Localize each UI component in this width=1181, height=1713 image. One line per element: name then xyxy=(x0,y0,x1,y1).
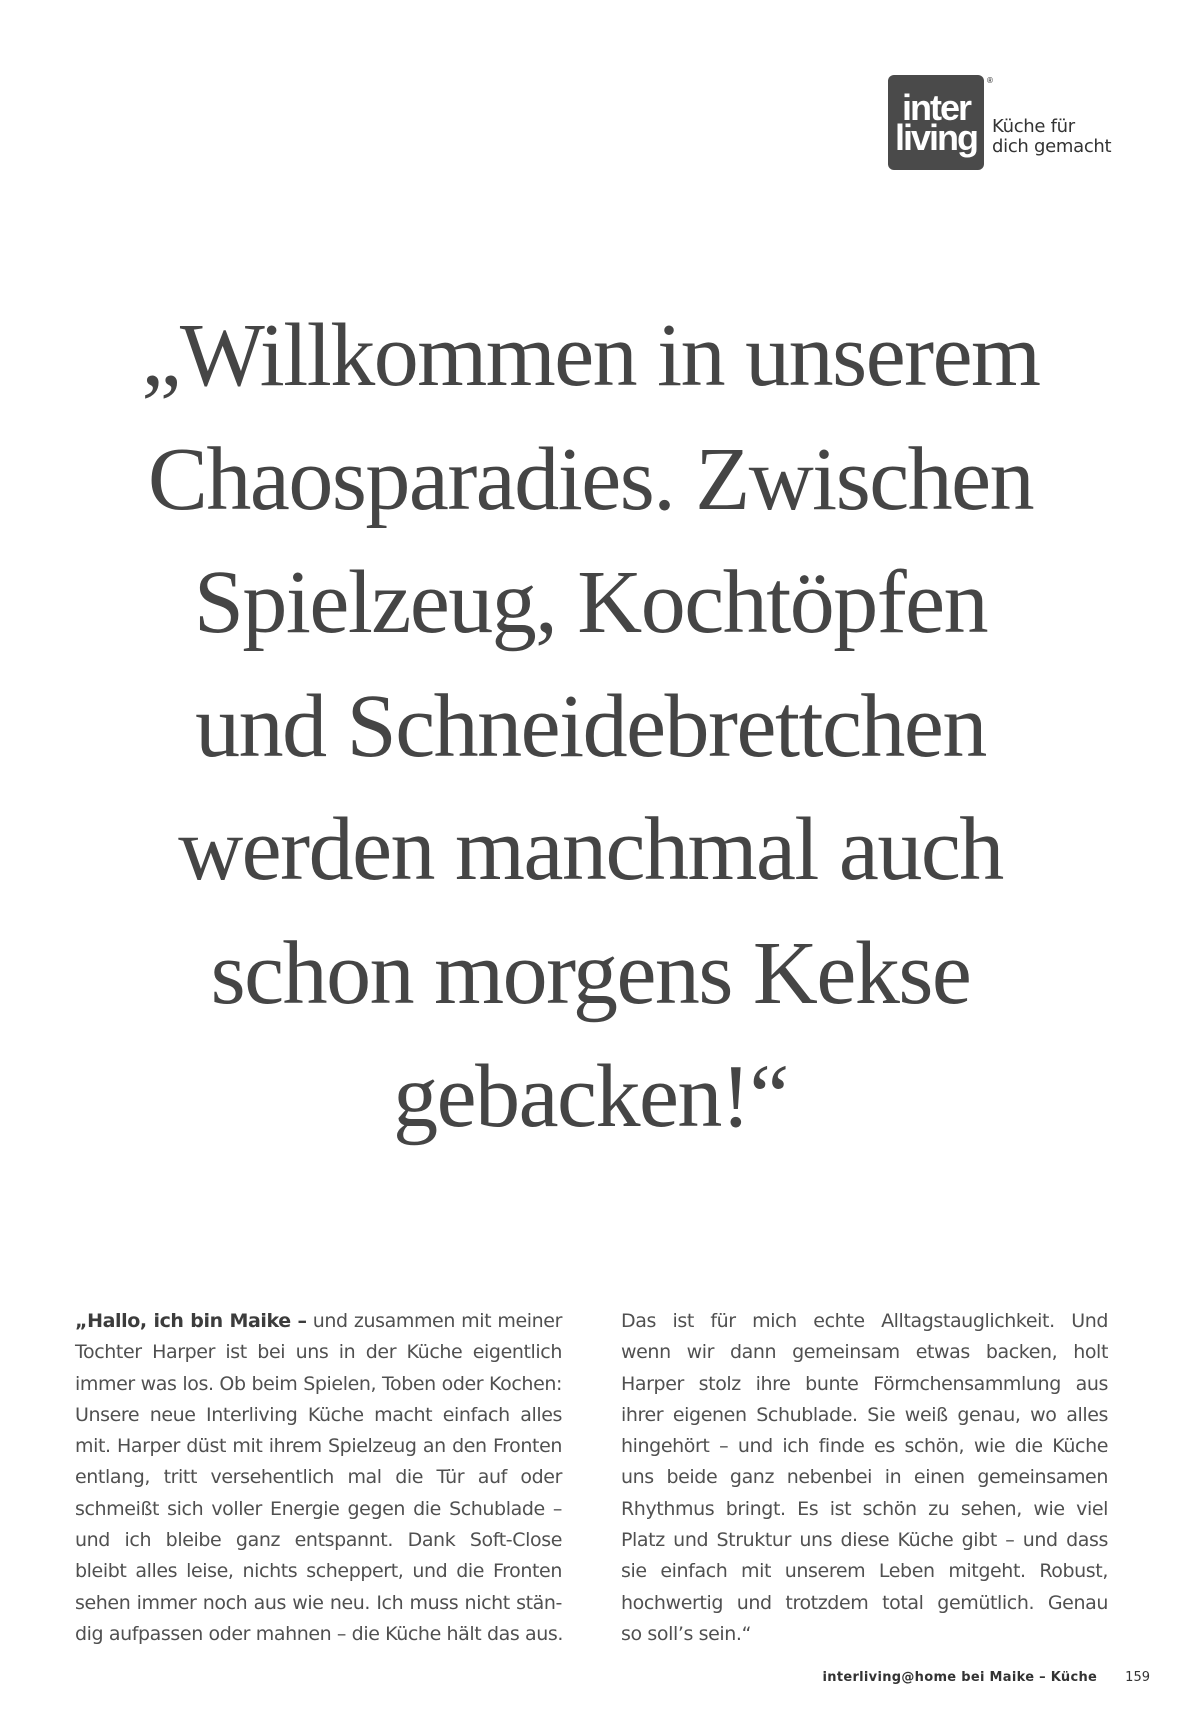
body-line: Tochter Harper ist bei uns in der Küche eigentlich xyxy=(75,1341,562,1364)
quote-line: Chaosparadies. Zwischen xyxy=(147,429,1034,529)
body-line: immer was los. Ob beim Spielen, Toben oder Kochen: xyxy=(75,1372,562,1395)
body-line: uns beide ganz nebenbei in einen gemeinsamen xyxy=(621,1466,1108,1489)
body-line-rest: und zusammen mit meiner xyxy=(306,1310,562,1332)
logo-mark xyxy=(888,75,991,170)
body-line: Unsere neue Interliving Küche macht einfach alles xyxy=(75,1403,562,1426)
body-line: dig aufpassen oder mahnen – die Küche hält das aus. xyxy=(75,1622,564,1645)
body-column-left xyxy=(75,1306,562,1650)
quote-line: Spielzeug, Kochtöpfen xyxy=(193,553,988,652)
body-line: sie einfach mit unserem Leben mitgeht. Robust, xyxy=(621,1560,1108,1583)
quote-line: schon morgens Kekse xyxy=(210,923,971,1023)
body-line: mit. Harper düst mit ihrem Spielzeug an den Fronten xyxy=(75,1435,562,1458)
body-line: und ich bleibe ganz entspannt. Dank Soft-Close xyxy=(75,1529,562,1552)
body-line: hingehört – und ich finde es schön, wie die Küche xyxy=(621,1435,1108,1458)
body-line: schmeißt sich voller Energie gegen die Schublade – xyxy=(75,1497,562,1520)
logo-tagline xyxy=(992,117,1111,157)
body-line: wenn wir dann gemeinsam etwas backen, holt xyxy=(621,1341,1108,1364)
footer-section-title: interliving@home bei Maike – Küche xyxy=(822,1670,1098,1685)
body-line: Harper stolz ihre bunte Förmchensammlung aus xyxy=(621,1372,1108,1395)
quote-line: „Willkommen in unserem xyxy=(141,306,1040,405)
quote-line: gebacken!“ xyxy=(393,1047,788,1146)
body-line: Rhythmus bringt. Es ist schön zu sehen, wie viel xyxy=(621,1497,1108,1520)
body-line xyxy=(75,1306,562,1337)
quote-line: und Schneidebrettchen xyxy=(195,676,986,776)
logo-word-inter: inter xyxy=(901,86,970,128)
page-number: 159 xyxy=(1125,1670,1150,1685)
lead-in: „Hallo, ich bin Maike – xyxy=(75,1310,307,1332)
logo-word-living: living xyxy=(894,116,977,158)
body-column-right xyxy=(621,1306,1108,1650)
body-line: Platz und Struktur uns diese Küche gibt – und dass xyxy=(621,1529,1108,1552)
logo-tagline-line-1: Küche für xyxy=(992,116,1075,137)
pull-quote xyxy=(60,294,1121,1159)
interliving-logo xyxy=(888,75,1111,170)
body-line: bleibt alles leise, nichts scheppert, und die Fronten xyxy=(75,1560,562,1583)
body-line: entlang, tritt versehentlich mal die Tür auf oder xyxy=(75,1466,562,1489)
body-line: sehen immer noch aus wie neu. Ich muss nicht stän- xyxy=(75,1591,562,1614)
body-line: Das ist für mich echte Alltagstauglichkeit. Und xyxy=(621,1310,1108,1332)
registered-mark: ® xyxy=(987,76,991,85)
body-line: so soll’s sein.“ xyxy=(621,1622,752,1645)
logo-tagline-line-2: dich gemacht xyxy=(992,136,1112,157)
body-line: hochwertig und trotzdem total gemütlich. Genau xyxy=(621,1591,1108,1614)
quote-line: werden manchmal auch xyxy=(178,800,1003,899)
body-line: ihrer eigenen Schublade. Sie weiß genau, wo alles xyxy=(621,1403,1108,1426)
page-footer xyxy=(700,1670,1150,1685)
